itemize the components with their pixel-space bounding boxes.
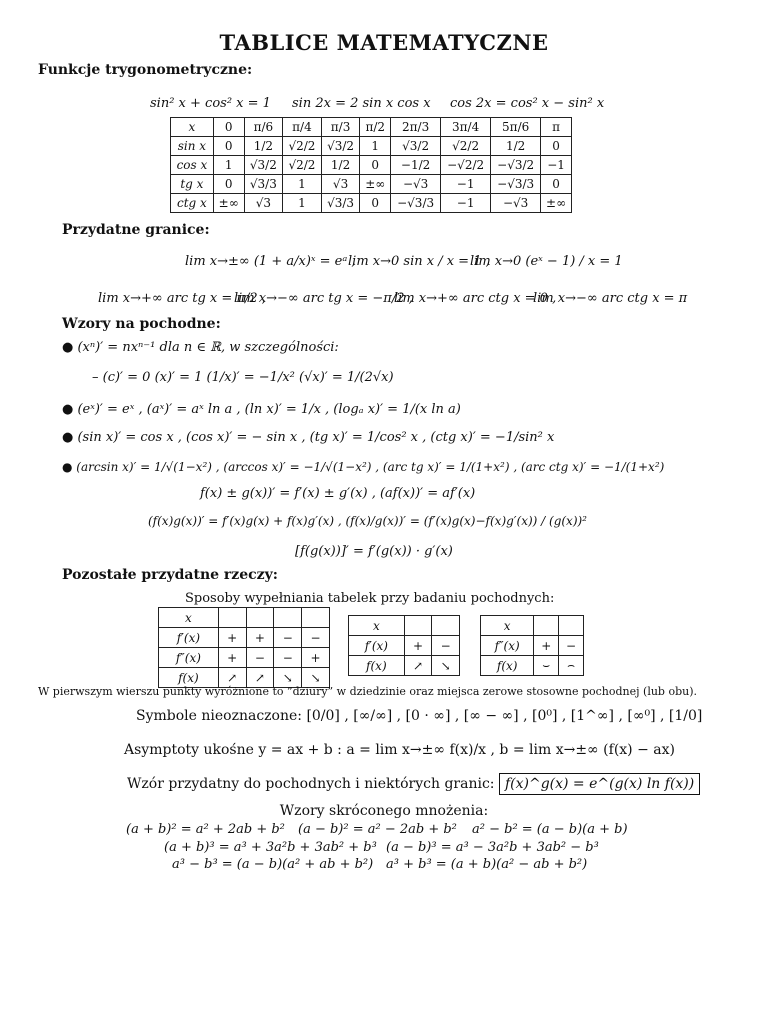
short-mult-title: Wzory skróconego mnożenia: — [279, 803, 489, 819]
trig-table-cell: −1 — [541, 156, 572, 175]
sign-table-1-cell: − — [274, 648, 302, 668]
identity-cos2x: cos 2x = cos² x − sin² x — [450, 96, 605, 111]
short-mult-b2: (a − b)³ = a³ − 3a²b + 3ab² − b³ — [386, 840, 599, 855]
trig-table-cell: ±∞ — [213, 194, 244, 213]
useful-formula-label: Wzór przydatny do pochodnych i niektórych granic: — [127, 776, 495, 792]
trig-table-cell: 0 — [213, 137, 244, 156]
sign-table-2-row — [349, 636, 460, 656]
sign-table-2-cell: x — [349, 616, 405, 636]
sign-table-second-derivative — [480, 615, 584, 676]
limit-exp: lim x→0 (eˣ − 1) / x = 1 — [470, 254, 623, 269]
short-mult-c1: a³ − b³ = (a − b)(a² + ab + b²) — [172, 857, 374, 872]
sign-table-3-cell — [534, 616, 559, 636]
trig-table-cell: √3/3 — [321, 194, 360, 213]
identity-sin2x: sin 2x = 2 sin x cos x — [292, 96, 431, 111]
sign-table-1-cell: + — [218, 648, 246, 668]
trig-table-cell: √3/2 — [391, 137, 441, 156]
sign-table-2-row — [349, 656, 460, 676]
sign-table-2-cell: − — [432, 636, 460, 656]
trig-values-table — [170, 117, 572, 213]
limit-arctg-plus: lim x→+∞ arc tg x = π/2 , — [98, 291, 266, 306]
trig-table-cell: π/4 — [283, 118, 322, 137]
section-heading-derivatives: Wzory na pochodne: — [62, 316, 221, 332]
trig-table-cell: 0 — [360, 194, 391, 213]
sign-table-3-cell: + — [534, 636, 559, 656]
trig-table-cell: −√3/2 — [491, 156, 541, 175]
rule-product-quotient: (f(x)g(x))′ = f′(x)g(x) + f(x)g′(x) , (f(x)/g(x))′ = (f′(x)g(x)−f(x)g′(x)) / (g(x))² — [148, 514, 587, 528]
limit-sin: lim x→0 sin x / x = 1 , — [348, 254, 490, 269]
sign-table-2-row — [349, 616, 460, 636]
sign-table-2-cell — [432, 616, 460, 636]
rule-chain: [f(g(x))]′ = f′(g(x)) · g′(x) — [295, 544, 453, 559]
trig-table-cell: tg x — [171, 175, 214, 194]
trig-table-cell: −1 — [441, 194, 491, 213]
trig-table-cell: −√3 — [391, 175, 441, 194]
trig-table-row — [171, 194, 572, 213]
sign-table-1-cell: f″(x) — [159, 648, 219, 668]
identity-pythagorean: sin² x + cos² x = 1 — [150, 96, 271, 111]
sign-table-1-cell: + — [246, 628, 274, 648]
trig-table-cell: π/3 — [321, 118, 360, 137]
page-title: TABLICE MATEMATYCZNE — [219, 30, 549, 55]
sign-table-1-cell: ↗ — [218, 668, 246, 688]
sign-table-3-cell: x — [481, 616, 534, 636]
short-mult-a3: a² − b² = (a − b)(a + b) — [472, 822, 628, 837]
trig-table-cell: 5π/6 — [491, 118, 541, 137]
section-heading-trig: Funkcje trygonometryczne: — [38, 62, 253, 78]
trig-table-cell: −√3/3 — [491, 175, 541, 194]
trig-table-cell: cos x — [171, 156, 214, 175]
sign-table-2-cell: ↘ — [432, 656, 460, 676]
trig-table-cell: 0 — [360, 156, 391, 175]
sign-table-1-cell: − — [274, 628, 302, 648]
sign-table-1-cell: + — [302, 648, 330, 668]
oblique-asymptotes: Asymptoty ukośne y = ax + b : a = lim x→±∞ f(x)/x , b = lim x→±∞ (f(x) − ax) — [124, 742, 675, 758]
indeterminate-forms: Symbole nieoznaczone: [0/0] , [∞/∞] , [0 · ∞] , [∞ − ∞] , [0⁰] , [1^∞] , [∞⁰] , [1/0] — [136, 708, 703, 724]
sign-table-1-cell: ↘ — [302, 668, 330, 688]
trig-table-cell: −√3/3 — [391, 194, 441, 213]
trig-table-cell: 1/2 — [321, 156, 360, 175]
short-mult-a2: (a − b)² = a² − 2ab + b² — [298, 822, 457, 837]
sign-table-1-cell: − — [246, 648, 274, 668]
trig-table-cell: √3 — [244, 194, 283, 213]
sign-table-3-cell: f(x) — [481, 656, 534, 676]
bullet-dot: ● — [62, 460, 77, 474]
trig-table-cell: √2/2 — [283, 137, 322, 156]
trig-table-cell: 0 — [213, 175, 244, 194]
arc-derivative-rules: (arcsin x)′ = 1/√(1−x²) , (arccos x)′ = −1/√(1−x²) , (arc tg x)′ = 1/(1+x²) , (arc ctg x)′ = −1/(1+x²) — [76, 460, 665, 474]
trig-table-row — [171, 156, 572, 175]
trig-table-row — [171, 175, 572, 194]
sign-table-2-cell — [404, 616, 432, 636]
sign-table-1-cell: f(x) — [159, 668, 219, 688]
tables-caption: Sposoby wypełniania tabelek przy badaniu pochodnych: — [185, 591, 555, 606]
exp-log-rules: (eˣ)′ = eˣ , (aˣ)′ = aˣ ln a , (ln x)′ = 1/x , (logₐ x)′ = 1/(x ln a) — [77, 402, 461, 417]
useful-formula-box: f(x)^g(x) = e^(g(x) ln f(x)) — [499, 773, 700, 795]
trig-table-cell: ±∞ — [541, 194, 572, 213]
short-mult-b1: (a + b)³ = a³ + 3a²b + 3ab² + b³ — [164, 840, 377, 855]
sign-table-3-row — [481, 656, 584, 676]
sign-table-2-cell: ↗ — [404, 656, 432, 676]
section-heading-other: Pozostałe przydatne rzeczy: — [62, 567, 278, 583]
sign-table-first-derivative — [348, 615, 460, 676]
sign-table-1-cell — [246, 608, 274, 628]
trig-table-cell: −1/2 — [391, 156, 441, 175]
sign-table-1-row — [159, 628, 330, 648]
trig-table-cell: √3/2 — [244, 156, 283, 175]
trig-table-cell: √3/2 — [321, 137, 360, 156]
sign-table-1-cell: x — [159, 608, 219, 628]
sign-table-2-cell: + — [404, 636, 432, 656]
trig-table-cell: 1 — [283, 175, 322, 194]
limit-e-a: lim x→±∞ (1 + a/x)ˣ = eᵃ , — [185, 254, 356, 269]
sign-table-1-cell: ↗ — [246, 668, 274, 688]
trig-table-cell: −√3 — [491, 194, 541, 213]
trig-table-cell: π/6 — [244, 118, 283, 137]
bullet-dot: ● — [62, 430, 78, 445]
trig-table-cell: −√2/2 — [441, 156, 491, 175]
bullet-dot: ● — [62, 402, 78, 417]
limit-arctg-minus: lim x→−∞ arc tg x = −π/2 , — [234, 291, 413, 306]
trig-table-cell: 0 — [541, 137, 572, 156]
power-rule: (xⁿ)′ = nxⁿ⁻¹ dla n ∈ ℝ, w szczególności: — [77, 340, 339, 355]
sign-table-1-cell: ↘ — [274, 668, 302, 688]
note-first-row: W pierwszym wierszu punkty wyróżnione to ”dziury” w dziedzinie oraz miejsca zerowe stosowne pochodnej (lub obu). — [38, 685, 697, 698]
sign-table-3-cell: − — [559, 636, 584, 656]
trig-table-cell: 1/2 — [491, 137, 541, 156]
sign-table-1-cell — [218, 608, 246, 628]
trig-table-cell: 1 — [213, 156, 244, 175]
useful-formula-row — [127, 776, 700, 792]
trig-table-cell: x — [171, 118, 214, 137]
sign-table-1-cell — [274, 608, 302, 628]
trig-table-cell: 2π/3 — [391, 118, 441, 137]
trig-table-cell: 1/2 — [244, 137, 283, 156]
trig-table-cell: π — [541, 118, 572, 137]
sign-table-3-row — [481, 616, 584, 636]
sign-table-2-cell: f′(x) — [349, 636, 405, 656]
trig-table-cell: √3/3 — [244, 175, 283, 194]
rule-sum: f(x) ± g(x))′ = f′(x) ± g′(x) , (af(x))′ = af′(x) — [200, 486, 476, 501]
sign-table-1-row — [159, 608, 330, 628]
bullet-exp-log — [62, 402, 461, 417]
trig-table-cell: √3 — [321, 175, 360, 194]
trig-derivative-rules: (sin x)′ = cos x , (cos x)′ = − sin x , (tg x)′ = 1/cos² x , (ctg x)′ = −1/sin² x — [77, 430, 555, 445]
sign-table-1-row — [159, 648, 330, 668]
short-mult-a1: (a + b)² = a² + 2ab + b² — [126, 822, 285, 837]
bullet-dot: ● — [62, 340, 78, 355]
trig-table-cell: −1 — [441, 175, 491, 194]
sign-table-1-cell — [302, 608, 330, 628]
trig-table-cell: √2/2 — [283, 156, 322, 175]
trig-table-cell: 3π/4 — [441, 118, 491, 137]
sign-table-1-cell: − — [302, 628, 330, 648]
trig-table-cell: ctg x — [171, 194, 214, 213]
sign-table-2-cell: f(x) — [349, 656, 405, 676]
bullet-trig — [62, 430, 554, 445]
trig-table-cell: sin x — [171, 137, 214, 156]
bullet-arc — [62, 460, 664, 474]
trig-table-cell: 0 — [541, 175, 572, 194]
sign-table-3-cell: f″(x) — [481, 636, 534, 656]
limit-arcctg-minus: lim x→−∞ arc ctg x = π — [533, 291, 688, 306]
trig-table-cell: √2/2 — [441, 137, 491, 156]
sign-table-3-cell: ⌣ — [534, 656, 559, 676]
power-special-cases: – (c)′ = 0 (x)′ = 1 (1/x)′ = −1/x² (√x)′ = 1/(2√x) — [92, 370, 394, 385]
trig-table-cell: π/2 — [360, 118, 391, 137]
limit-arcctg-plus: lim x→+∞ arc ctg x = 0 , — [394, 291, 557, 306]
trig-table-cell: 0 — [213, 118, 244, 137]
short-mult-c2: a³ + b³ = (a + b)(a² − ab + b²) — [386, 857, 588, 872]
sign-table-1-cell: f′(x) — [159, 628, 219, 648]
sign-table-full — [158, 607, 330, 688]
trig-table-cell: ±∞ — [360, 175, 391, 194]
trig-table-cell: 1 — [360, 137, 391, 156]
section-heading-limits: Przydatne granice: — [62, 222, 210, 238]
trig-table-row — [171, 118, 572, 137]
sign-table-3-cell: ⌢ — [559, 656, 584, 676]
sign-table-3-row — [481, 636, 584, 656]
sign-table-3-cell — [559, 616, 584, 636]
sign-table-1-cell: + — [218, 628, 246, 648]
trig-table-cell: 1 — [283, 194, 322, 213]
trig-table-row — [171, 137, 572, 156]
bullet-power — [62, 340, 339, 355]
